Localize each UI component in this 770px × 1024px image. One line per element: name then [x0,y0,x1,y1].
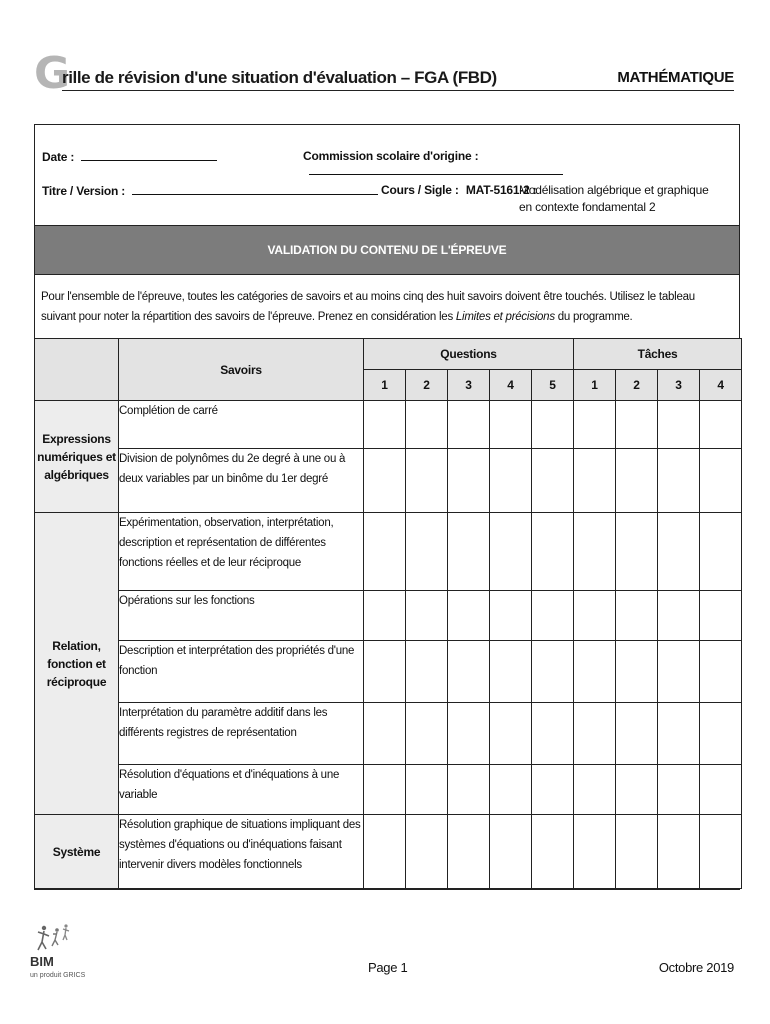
commission-field[interactable] [303,149,739,178]
check-cell[interactable] [364,765,406,815]
check-cell[interactable] [700,449,742,513]
check-cell[interactable] [574,815,616,889]
check-cell[interactable] [616,641,658,703]
intro-text: Pour l'ensemble de l'épreuve, toutes les catégories de savoirs et au moins cinq des huit savoirs doivent être touchés. Utilisez le tableau suivant pour noter la répartition des savoirs de l'épreuve. Prenez en considération les [41,291,695,323]
tache-number: 4 [700,370,742,401]
check-cell[interactable] [364,591,406,641]
table-row [35,401,742,449]
logo-text: BIM [30,954,54,969]
commission-label: Commission scolaire d'origine : [303,149,479,163]
savoirs-table [34,338,742,889]
check-cell[interactable] [490,449,532,513]
check-cell[interactable] [700,703,742,765]
check-cell[interactable] [448,401,490,449]
intro-text-end: du programme. [554,311,633,323]
check-cell[interactable] [490,513,532,591]
check-cell[interactable] [616,513,658,591]
check-cell[interactable] [616,703,658,765]
check-cell[interactable] [448,641,490,703]
check-cell[interactable] [406,513,448,591]
section-band: VALIDATION DU CONTENU DE L'ÉPREUVE [35,225,739,275]
topic-label: Expérimentation, observation, interprétation, description et représentation de différentes fonctions réelles et de leur réciproque [119,513,364,591]
topic-label: Complétion de carré [119,401,364,449]
check-cell[interactable] [658,591,700,641]
check-cell[interactable] [490,765,532,815]
table-row [35,815,742,889]
check-cell[interactable] [406,641,448,703]
check-cell[interactable] [406,401,448,449]
cours-field [381,183,537,197]
question-number: 5 [532,370,574,401]
titre-label: Titre / Version : [42,184,126,198]
check-cell[interactable] [532,703,574,765]
topic-label: Opérations sur les fonctions [119,591,364,641]
check-cell[interactable] [700,591,742,641]
check-cell[interactable] [658,641,700,703]
table-row [35,641,742,703]
check-cell[interactable] [448,449,490,513]
table-row [35,703,742,765]
check-cell[interactable] [658,815,700,889]
check-cell[interactable] [532,591,574,641]
tache-number: 2 [616,370,658,401]
document-title: rille de révision d'une situation d'évaluation – FGA (FBD) [62,68,497,87]
check-cell[interactable] [364,703,406,765]
check-cell[interactable] [658,449,700,513]
check-cell[interactable] [490,401,532,449]
check-cell[interactable] [574,449,616,513]
question-number: 4 [490,370,532,401]
check-cell[interactable] [406,815,448,889]
table-row [35,765,742,815]
questions-header: Questions [364,339,574,370]
table-row [35,513,742,591]
question-number: 3 [448,370,490,401]
page-number: Page 1 [368,960,408,975]
topic-label: Interprétation du paramètre additif dans les différents registres de représentation [119,703,364,765]
table-row [35,591,742,641]
tache-number: 1 [574,370,616,401]
check-cell[interactable] [658,765,700,815]
document-header [34,48,734,99]
check-cell[interactable] [490,641,532,703]
date-field[interactable] [42,149,217,164]
check-cell[interactable] [406,765,448,815]
cours-label: Cours / Sigle : [381,183,459,197]
topic-label: Résolution d'équations et d'inéquations à une variable [119,765,364,815]
question-number: 1 [364,370,406,401]
check-cell[interactable] [658,401,700,449]
commission-blank[interactable] [309,163,563,175]
check-cell[interactable] [574,765,616,815]
check-cell[interactable] [532,401,574,449]
topic-label: Résolution graphique de situations impliquant des systèmes d'équations ou d'inéquations faisant intervenir divers modèles fonctionnels [119,815,364,889]
check-cell[interactable] [574,401,616,449]
check-cell[interactable] [700,815,742,889]
title-initial: G [34,48,71,99]
question-number: 2 [406,370,448,401]
cours-description: Modélisation algébrique et graphique en contexte fondamental 2 [519,183,709,214]
category-label: Système [35,815,119,889]
check-cell[interactable] [364,815,406,889]
title-underline [62,90,734,91]
check-cell[interactable] [364,513,406,591]
intro-italic: Limites et précisions [455,311,555,323]
logo-subtext: un produit GRICS [30,972,86,979]
cours-code: MAT-5161-2 : [465,183,537,197]
check-cell[interactable] [406,591,448,641]
date-blank[interactable] [81,149,217,161]
check-cell[interactable] [532,641,574,703]
topic-label: Division de polynômes du 2e degré à une ou à deux variables par un binôme du 1er degré [119,449,364,513]
check-cell[interactable] [700,765,742,815]
taches-header: Tâches [574,339,742,370]
instructions [41,287,731,327]
footer-date: Octobre 2019 [658,960,734,975]
date-label: Date : [42,150,75,164]
check-cell[interactable] [448,703,490,765]
check-cell[interactable] [574,591,616,641]
check-cell[interactable] [574,703,616,765]
check-cell[interactable] [490,815,532,889]
subject-label: MATHÉMATIQUE [617,69,734,86]
check-cell[interactable] [448,815,490,889]
topic-label: Description et interprétation des propriétés d'une fonction [119,641,364,703]
category-label: Relation, fonction et réciproque [35,513,119,815]
check-cell[interactable] [658,703,700,765]
check-cell[interactable] [616,765,658,815]
check-cell[interactable] [406,703,448,765]
check-cell[interactable] [532,449,574,513]
evaluation-form [34,124,740,890]
check-cell[interactable] [700,513,742,591]
check-cell[interactable] [700,641,742,703]
check-cell[interactable] [616,401,658,449]
info-section [35,125,739,225]
check-cell[interactable] [574,641,616,703]
table-row [35,449,742,513]
check-cell[interactable] [658,513,700,591]
check-cell[interactable] [364,641,406,703]
check-cell[interactable] [406,449,448,513]
check-cell[interactable] [700,401,742,449]
check-cell[interactable] [448,591,490,641]
category-label: Expressions numériques et algébriques [35,401,119,513]
check-cell[interactable] [364,401,406,449]
check-cell[interactable] [490,591,532,641]
check-cell[interactable] [532,513,574,591]
titre-field[interactable] [42,183,378,198]
savoirs-header: Savoirs [119,339,364,401]
titre-blank[interactable] [132,183,378,195]
corner-cell [35,339,119,401]
check-cell[interactable] [616,591,658,641]
check-cell[interactable] [448,513,490,591]
check-cell[interactable] [490,703,532,765]
check-cell[interactable] [532,765,574,815]
check-cell[interactable] [364,449,406,513]
check-cell[interactable] [448,765,490,815]
check-cell[interactable] [616,449,658,513]
tache-number: 3 [658,370,700,401]
check-cell[interactable] [616,815,658,889]
check-cell[interactable] [574,513,616,591]
check-cell[interactable] [532,815,574,889]
